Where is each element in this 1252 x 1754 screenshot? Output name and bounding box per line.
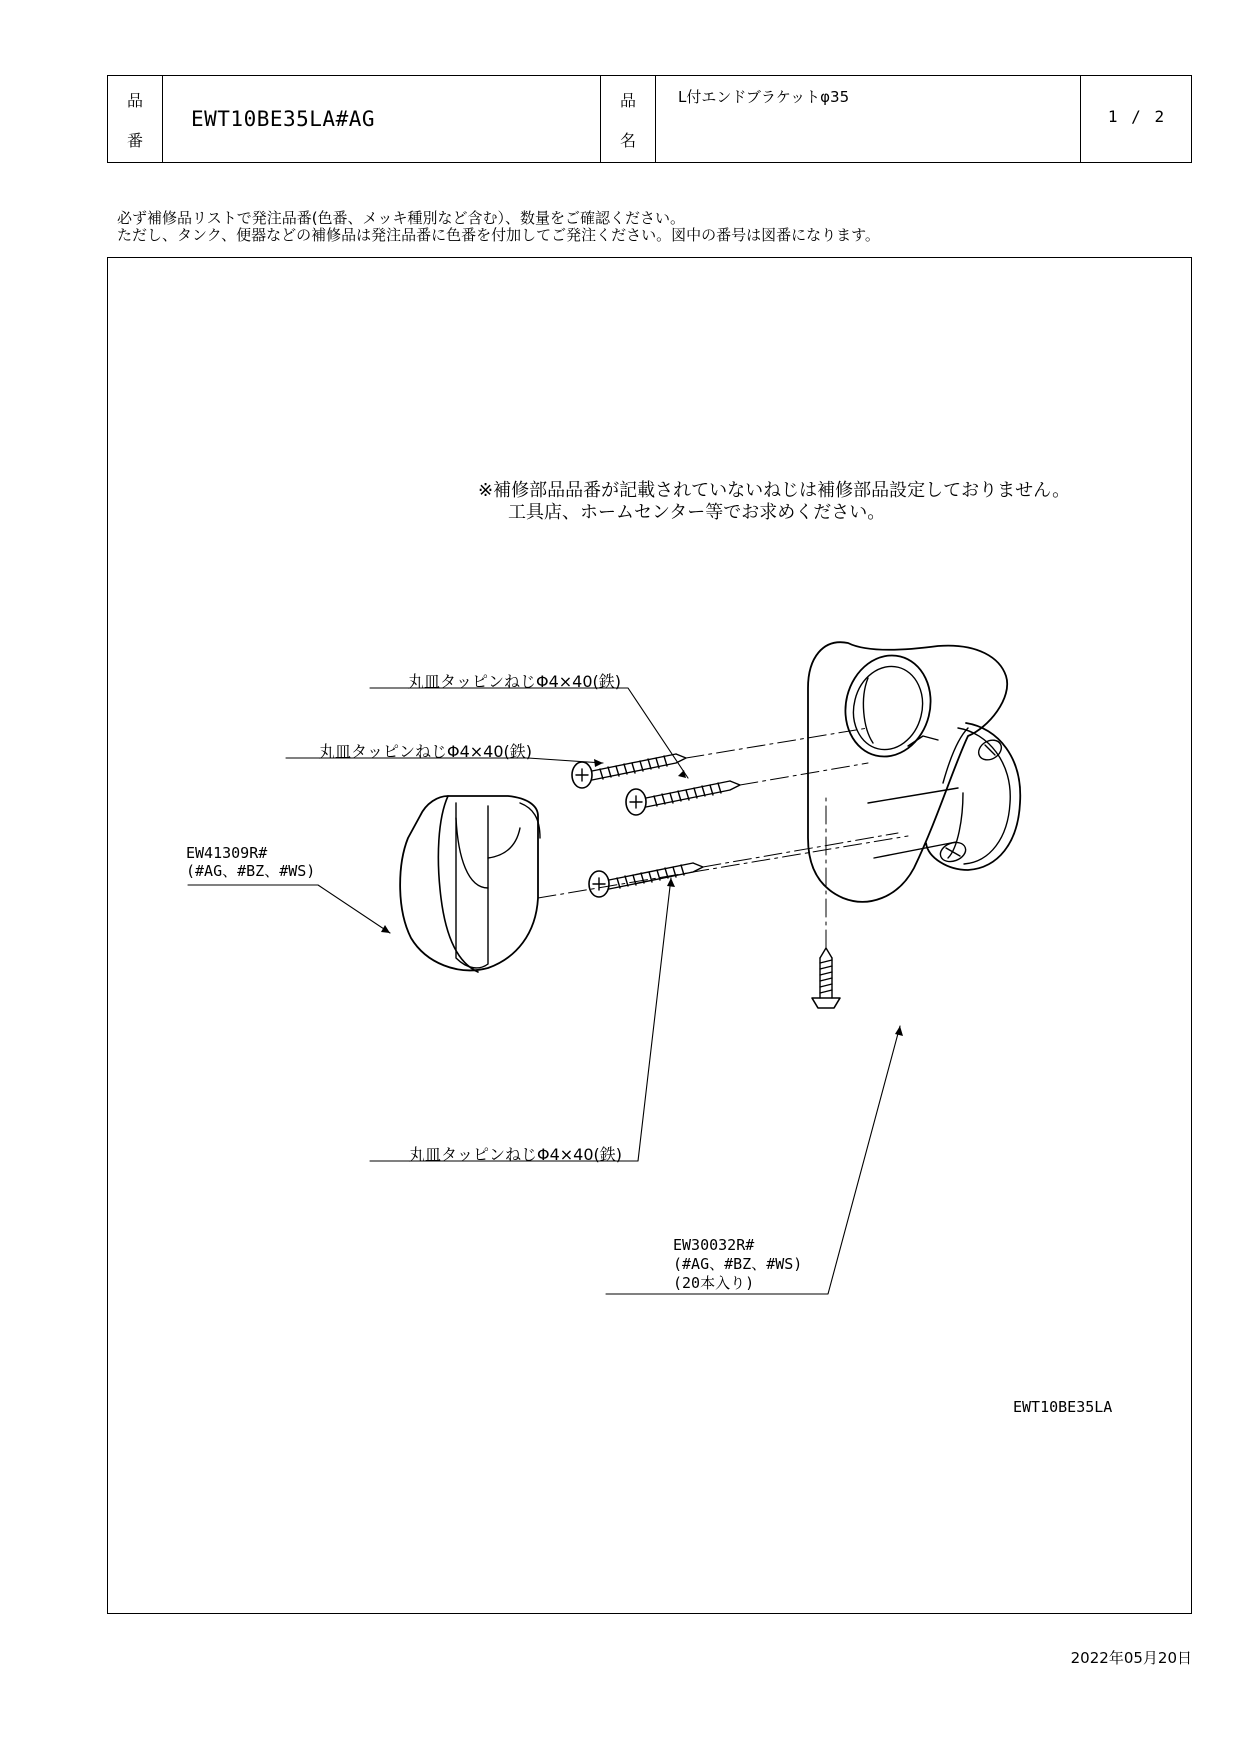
page-cell [1080,76,1193,162]
set-screw-callout [673,1236,802,1293]
screw-middle [626,781,740,815]
part-name-label-1: 品 [619,91,637,110]
order-notice [117,210,880,244]
issue-date: 2022年05月20日 [1070,1649,1192,1667]
exploded-view-frame [107,257,1192,1614]
page-number: 1 / 2 [1107,107,1167,126]
cover-cap [400,796,540,972]
end-bracket [808,642,1020,902]
part-name-cell [655,76,1080,162]
screw-top [572,754,686,788]
assembly-axes [538,728,908,948]
part-no-label-1: 品 [126,91,144,110]
set-screw [812,948,840,1008]
set-screw-quantity: (20本入り) [673,1274,755,1292]
cover-callout [186,844,315,880]
screw-label-middle: 丸皿タッピンねじΦ4×40(鉄) [319,742,533,761]
repair-part-remark [478,480,1070,524]
remark-line-1: ※補修部品品番が記載されていないねじは補修部品設定しておりません。 [478,480,1071,501]
part-name-label-2: 名 [619,131,637,150]
set-screw-part-number: EW30032R# [673,1236,755,1254]
model-number: EWT10BE35LA [1013,1398,1113,1416]
leader-lines [188,688,900,1294]
part-no-cell [162,76,600,162]
notice-line-1: 必ず補修品リストで発注品番(色番、メッキ種別など含む）、数量をご確認ください。 [117,209,686,227]
leader-arrows [381,759,903,1036]
screw-label-bottom: 丸皿タッピンねじΦ4×40(鉄) [409,1145,623,1164]
cover-part-number: EW41309R# [186,844,268,862]
title-block [107,75,1192,163]
cover-color-codes: (#AG、#BZ、#WS) [186,862,316,880]
set-screw-color-codes: (#AG、#BZ、#WS) [673,1255,803,1273]
part-no-label-2: 番 [126,131,144,150]
screw-label-top: 丸皿タッピンねじΦ4×40(鉄) [408,672,622,691]
part-number: EWT10BE35LA#AG [191,107,376,131]
part-name: L付エンドブラケットφ35 [678,88,850,106]
remark-line-2: 工具店、ホームセンター等でお求めください。 [508,502,886,523]
notice-line-2: ただし、タンク、便器などの補修品は発注品番に色番を付加してご発注ください。図中の番号は図番になります。 [117,226,880,244]
part-name-label-cell [600,76,655,162]
part-no-label-cell [108,76,162,162]
